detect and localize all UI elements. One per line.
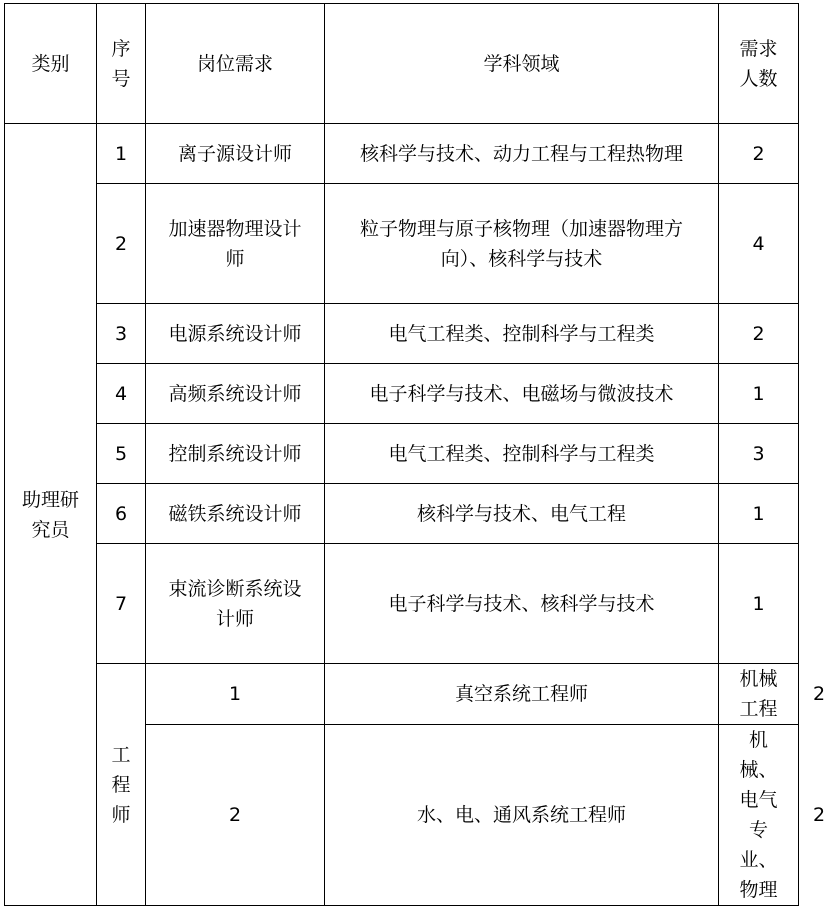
count-cell: 1 [719,544,799,664]
field-cell: 粒子物理与原子核物理（加速器物理方向）、核科学与技术 [325,184,719,304]
number-cell: 1 [97,124,146,184]
header-count: 需求人数 [719,4,799,124]
table-row [5,484,799,544]
table-row [5,544,799,664]
table-row: 工程师 1 真空系统工程师 机械工程 2 [5,664,799,725]
position-cell: 离子源设计师 [146,124,325,184]
count-cell: 3 [719,424,799,484]
table-row [5,424,799,484]
number-cell: 1 [146,664,325,725]
header-field: 学科领域 [325,4,719,124]
field-cell: 电子科学与技术、电磁场与微波技术 [325,364,719,424]
number-cell: 2 [97,184,146,304]
position-cell: 加速器物理设计师 [146,184,325,304]
field-cell: 电子科学与技术、核科学与技术 [325,544,719,664]
count-cell: 1 [719,364,799,424]
job-requirements-table [4,3,825,906]
count-cell: 2 [719,304,799,364]
field-cell: 电气工程类、控制科学与工程类 [325,304,719,364]
header-row [5,4,799,124]
number-cell: 2 [146,725,325,906]
count-cell: 4 [719,184,799,304]
header-category: 类别 [5,4,97,124]
count-cell: 1 [719,484,799,544]
number-cell: 4 [97,364,146,424]
field-cell: 机械、电气专业、物理 [719,725,799,906]
table-row [5,124,799,184]
number-cell: 6 [97,484,146,544]
position-cell: 高频系统设计师 [146,364,325,424]
field-cell: 核科学与技术、电气工程 [325,484,719,544]
category-cell: 工程师 [97,664,146,906]
table-row: 2 水、电、通风系统工程师 机械、电气专业、物理 2 [5,725,799,906]
position-cell: 水、电、通风系统工程师 [325,725,719,906]
field-cell: 电气工程类、控制科学与工程类 [325,424,719,484]
number-cell: 7 [97,544,146,664]
count-cell: 2 [719,124,799,184]
header-position: 岗位需求 [146,4,325,124]
number-cell: 5 [97,424,146,484]
position-cell: 束流诊断系统设计师 [146,544,325,664]
position-cell: 控制系统设计师 [146,424,325,484]
position-cell: 磁铁系统设计师 [146,484,325,544]
header-number: 序号 [97,4,146,124]
position-cell: 真空系统工程师 [325,664,719,725]
table-row [5,304,799,364]
number-cell: 3 [97,304,146,364]
field-cell: 机械工程 [719,664,799,725]
position-cell: 电源系统设计师 [146,304,325,364]
table-row [5,184,799,304]
category-cell: 助理研究员 [5,124,97,906]
table-row [5,364,799,424]
field-cell: 核科学与技术、动力工程与工程热物理 [325,124,719,184]
